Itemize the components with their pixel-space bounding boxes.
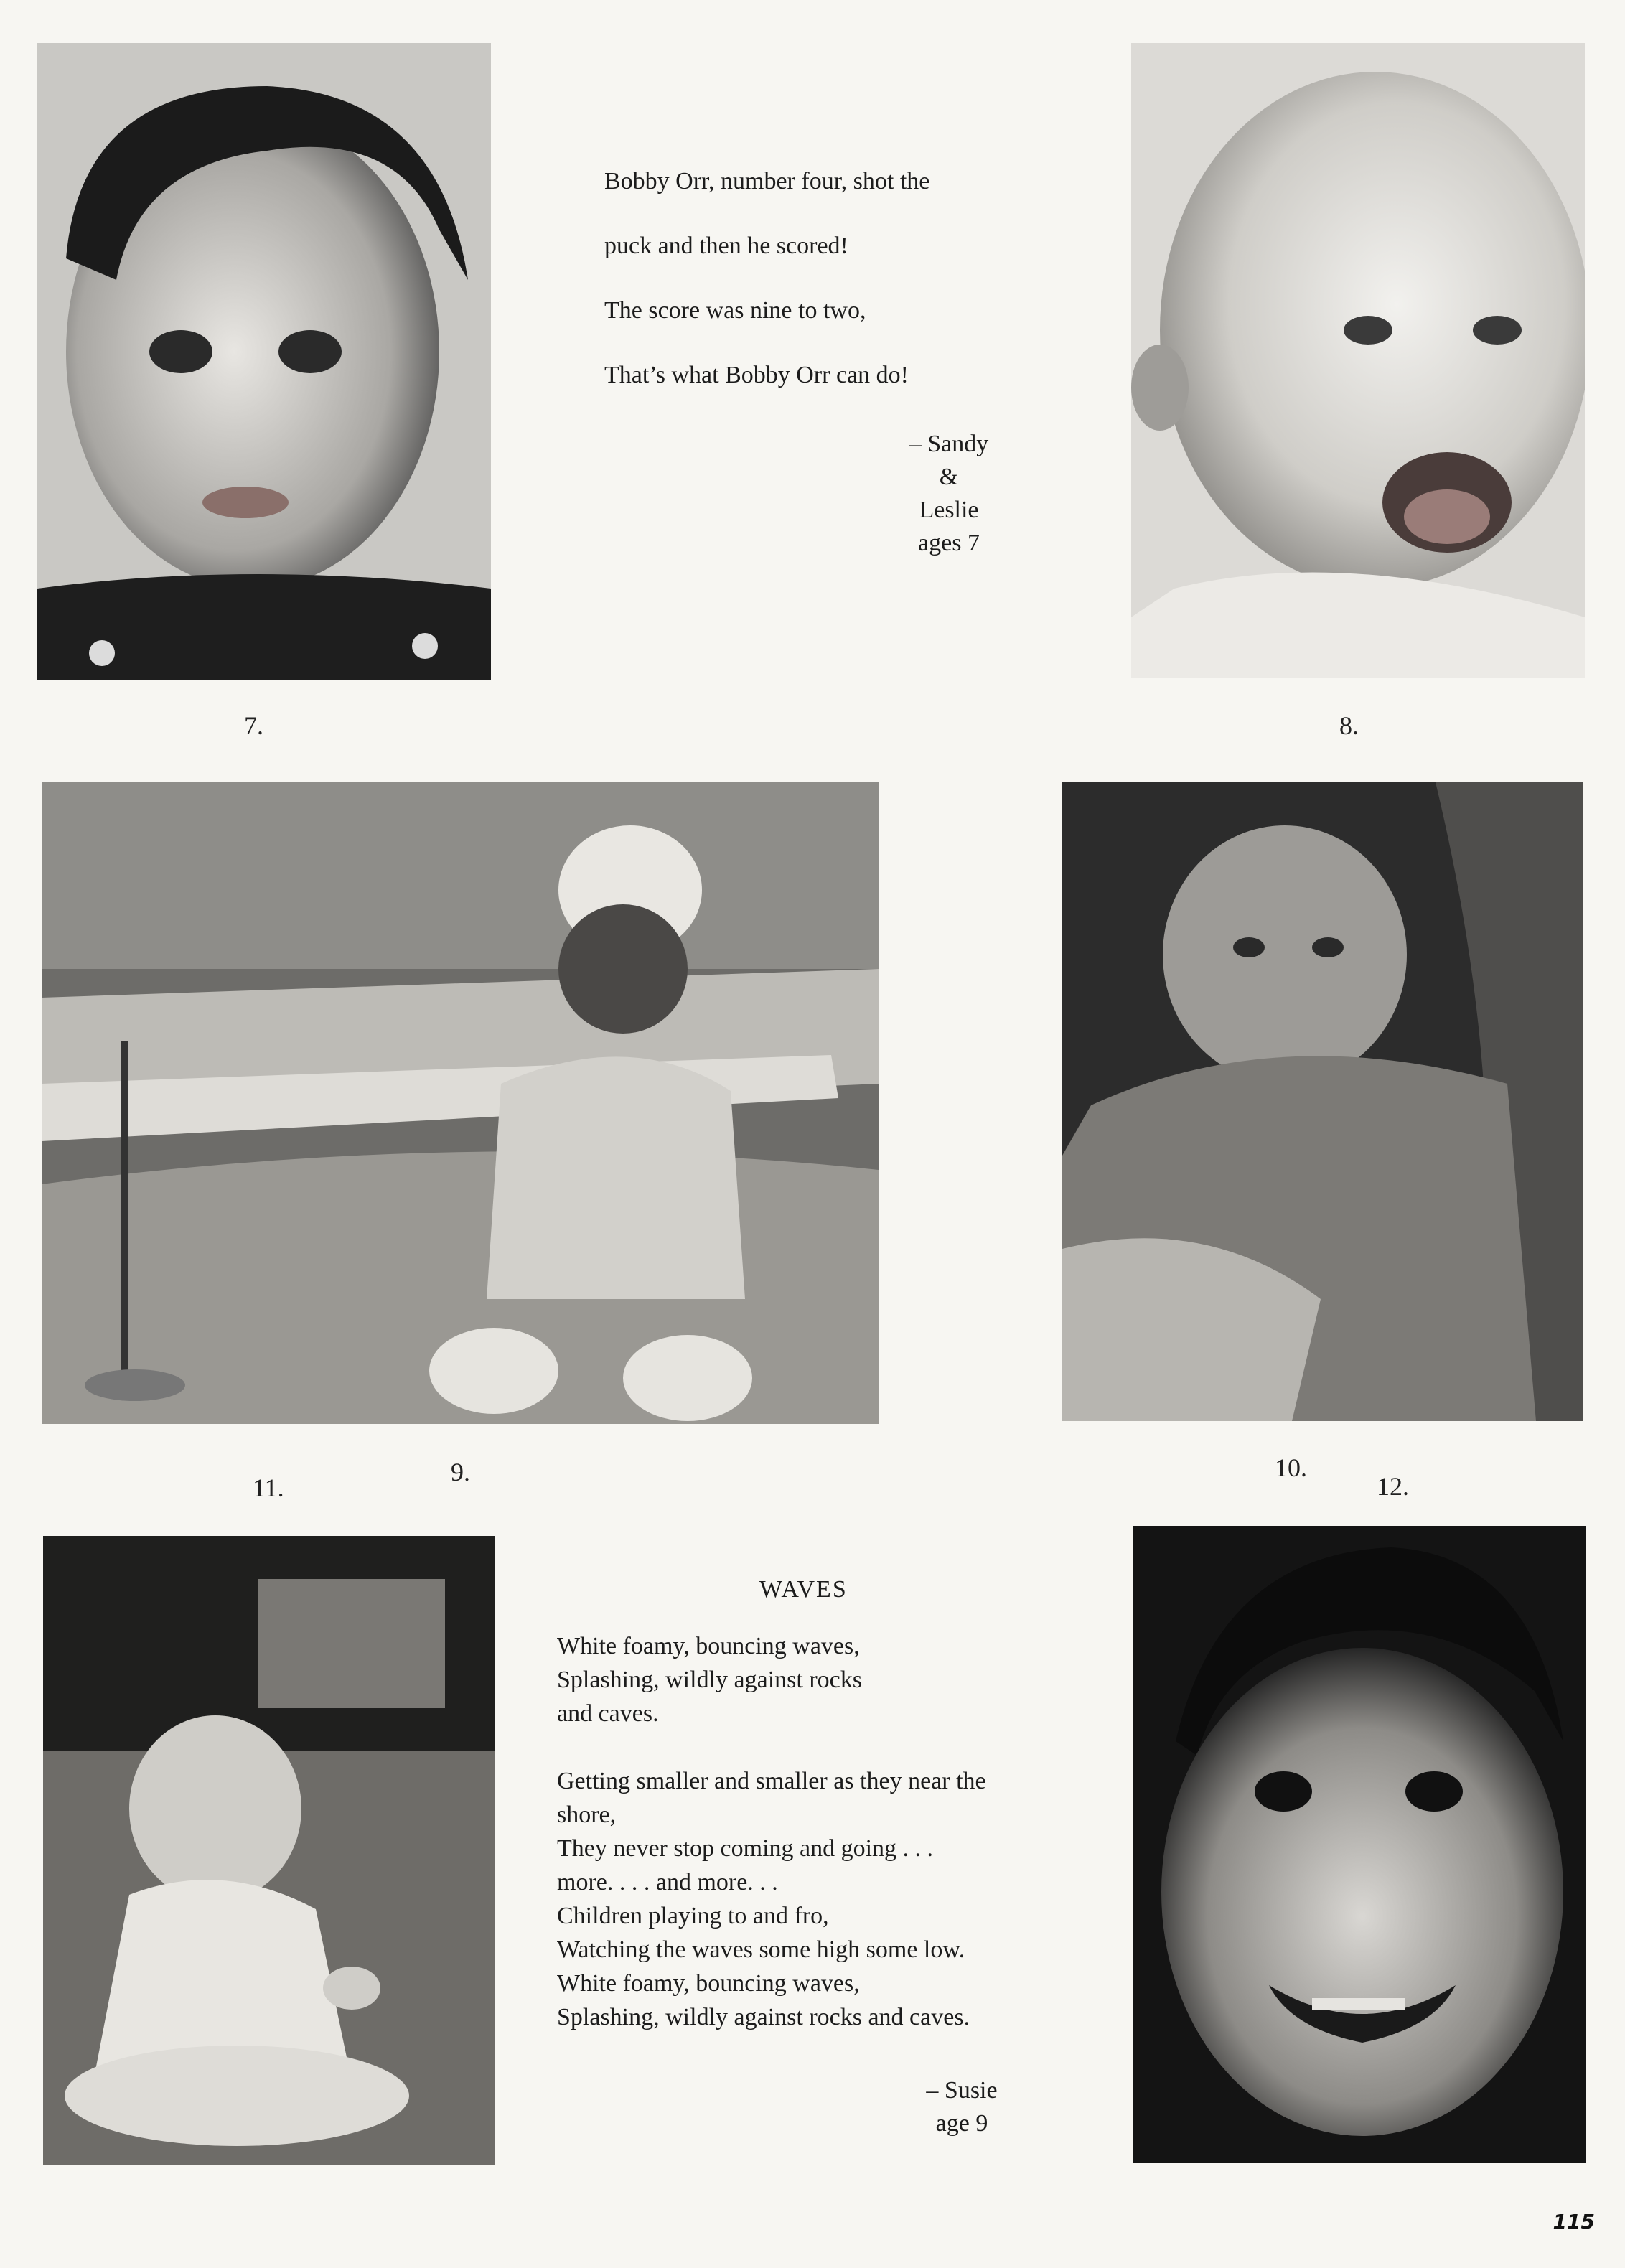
poem-line: Splashing, wildly against rocks and caves. (557, 2004, 970, 2030)
poem-line: They never stop coming and going . . . (557, 1835, 934, 1862)
poem-bobby-orr (604, 169, 1049, 388)
photo-8 (1131, 43, 1585, 678)
signature-line: age 9 (935, 2109, 988, 2137)
caption-8: 8. (1339, 711, 1359, 740)
signature-line: Leslie (919, 496, 979, 523)
photo-12 (1133, 1526, 1586, 2163)
poem-line: Bobby Orr, number four, shot the (604, 168, 930, 195)
poem-title: WAVES (759, 1576, 848, 1603)
poem-line: Watching the waves some high some low. (557, 1936, 965, 1963)
poem-signature (912, 2074, 1012, 2140)
stanza-break (557, 1730, 1088, 1764)
poem-waves (557, 1629, 1088, 2034)
poem-line: shore, (557, 1801, 617, 1828)
poem-signature (877, 428, 1021, 560)
poem-line: The score was nine to two, (604, 297, 866, 324)
photo-9 (42, 782, 879, 1424)
photo-11 (43, 1536, 495, 2165)
poem-line: and caves. (557, 1700, 659, 1727)
caption-7: 7. (244, 711, 263, 740)
signature-line: & (939, 463, 959, 490)
page-number: 115 (1553, 2210, 1595, 2234)
signature-line: – Sandy (909, 431, 989, 457)
poem-line: more. . . . and more. . . (557, 1869, 778, 1896)
poem-line: White foamy, bouncing waves, (557, 1633, 860, 1659)
photo-7 (37, 43, 491, 680)
poem-line: That’s what Bobby Orr can do! (604, 362, 909, 388)
photo-10 (1062, 782, 1583, 1421)
poem-line: Children playing to and fro, (557, 1903, 829, 1929)
poem-line: Getting smaller and smaller as they near the (557, 1768, 986, 1794)
poem-line: puck and then he scored! (604, 233, 848, 259)
poem-line: White foamy, bouncing waves, (557, 1970, 860, 1997)
signature-line: – Susie (926, 2077, 998, 2104)
caption-10: 10. (1275, 1453, 1307, 1482)
signature-line: ages 7 (918, 529, 980, 556)
poem-line: Splashing, wildly against rocks (557, 1667, 862, 1693)
caption-11: 11. (253, 1473, 284, 1502)
caption-12: 12. (1377, 1472, 1409, 1501)
caption-9: 9. (451, 1458, 470, 1486)
